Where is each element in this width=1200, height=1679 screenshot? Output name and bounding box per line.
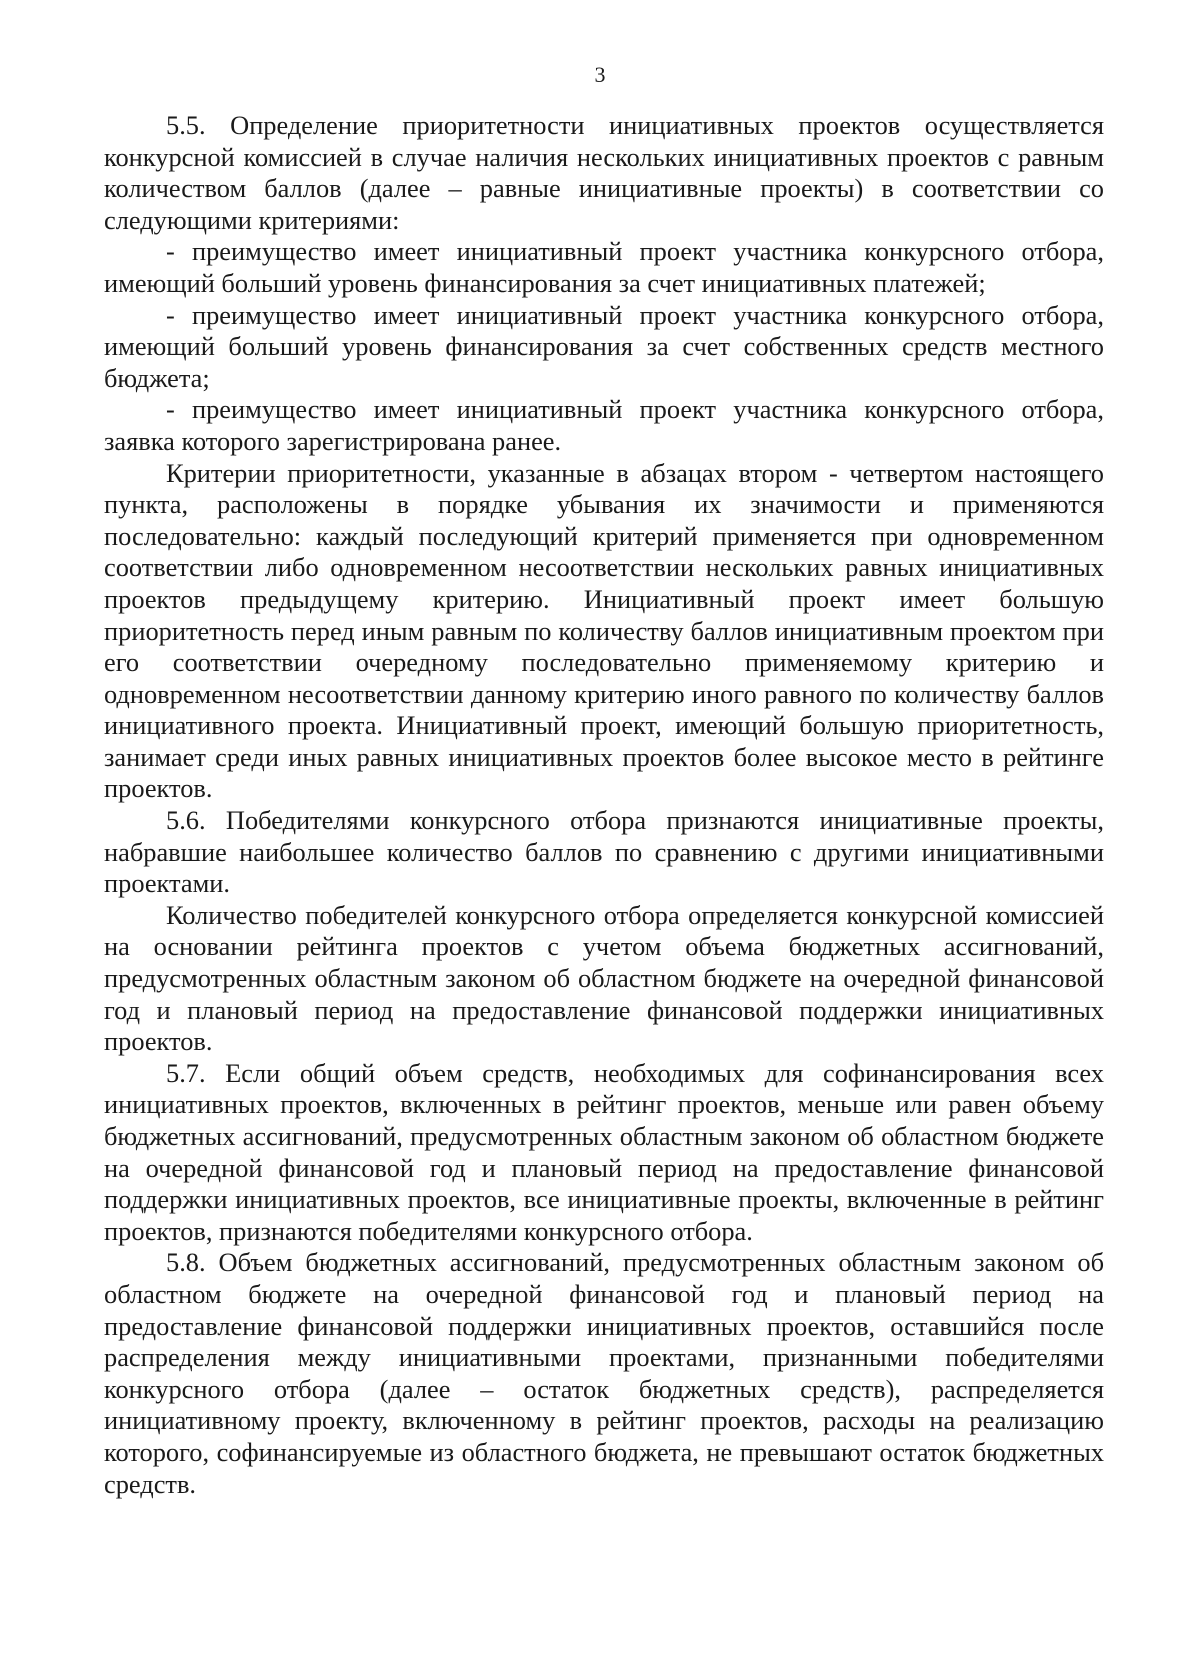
- paragraph-5-8: 5.8. Объем бюджетных ассигнований, предусмотренных областным законом об областном бюджете на очередной финансовой год и плановый период на предоставление финансовой поддержки инициативных проектов, оставшийся после распределения между инициативными проектами, признанными победителями конкурсного отбора (далее – остаток бюджетных средств), распределяется инициативному проекту, включенному в рейтинг проектов, расходы на реализацию которого, софинансируемые из областного бюджета, не превышают остаток бюджетных средств.: [104, 1247, 1104, 1499]
- criterion-item-3: - преимущество имеет инициативный проект участника конкурсного отбора, заявка которого зарегистрирована ранее.: [104, 394, 1104, 456]
- paragraph-5-6: 5.6. Победителями конкурсного отбора признаются инициативные проекты, набравшие наибольшее количество баллов по сравнению с другими инициативными проектами.: [104, 805, 1104, 899]
- paragraph-priority-criteria: Критерии приоритетности, указанные в абзацах втором - четвертом настоящего пункта, расположены в порядке убывания их значимости и применяются последовательно: каждый последующий критерий применяется при одновременном соответствии либо одновременном несоответствии нескольких равных инициативных проектов предыдущему критерию. Инициативный проект имеет большую приоритетность перед иным равным по количеству баллов инициативным проектом при его соответствии очередному последовательно применяемому критерию и одновременном несоответствии данному критерию иного равного по количеству баллов инициативного проекта. Инициативный проект, имеющий большую приоритетность, занимает среди иных равных инициативных проектов более высокое место в рейтинге проектов.: [104, 457, 1104, 804]
- document-body: [104, 110, 1104, 1500]
- page-number: 3: [594, 62, 606, 87]
- criterion-item-2: - преимущество имеет инициативный проект участника конкурсного отбора, имеющий больший уровень финансирования за счет собственных средств местного бюджета;: [104, 299, 1104, 393]
- paragraph-winners-count: Количество победителей конкурсного отбора определяется конкурсной комиссией на основании рейтинга проектов с учетом объема бюджетных ассигнований, предусмотренных областным законом об областном бюджете на очередной финансовой год и плановый период на предоставление финансовой поддержки инициативных проектов.: [104, 899, 1104, 1057]
- paragraph-5-5: 5.5. Определение приоритетности инициативных проектов осуществляется конкурсной комиссией в случае наличия нескольких инициативных проектов с равным количеством баллов (далее – равные инициативные проекты) в соответствии со следующими критериями:: [104, 110, 1104, 235]
- paragraph-5-7: 5.7. Если общий объем средств, необходимых для софинансирования всех инициативных проектов, включенных в рейтинг проектов, меньше или равен объему бюджетных ассигнований, предусмотренных областным законом об областном бюджете на очередной финансовой год и плановый период на предоставление финансовой поддержки инициативных проектов, все инициативные проекты, включенные в рейтинг проектов, признаются победителями конкурсного отбора.: [104, 1057, 1104, 1246]
- criterion-item-1: - преимущество имеет инициативный проект участника конкурсного отбора, имеющий больший уровень финансирования за счет инициативных платежей;: [104, 236, 1104, 298]
